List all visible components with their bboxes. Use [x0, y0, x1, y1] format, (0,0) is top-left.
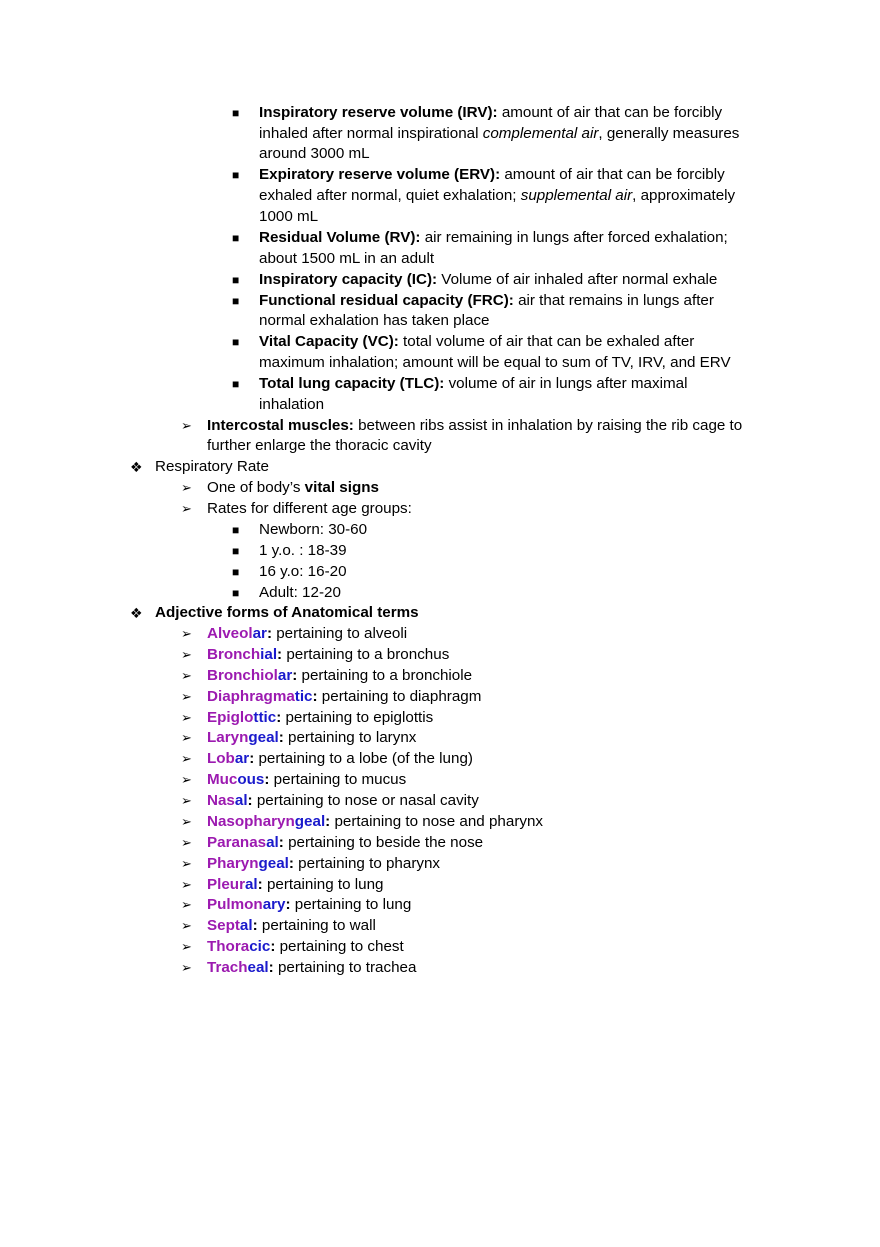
square-bullet-icon: ■ [232, 586, 240, 600]
arrow-bullet-icon: ➢ [181, 689, 192, 704]
adjective-item: Nasal: pertaining to nose or nasal cavity [207, 792, 479, 809]
irv-line-2: inhaled after normal inspirational complemental air, generally measures [259, 125, 740, 142]
adjective-item: Pharyngeal: pertaining to pharynx [207, 855, 441, 872]
respiratory-rate-heading: Respiratory Rate [155, 458, 269, 475]
adjective-item: Laryngeal: pertaining to larynx [207, 729, 417, 746]
intercostal-line-1: Intercostal muscles: between ribs assist in inhalation by raising the rib cage to [207, 417, 743, 434]
diamond-bullet-icon: ❖ [130, 459, 143, 475]
square-bullet-icon: ■ [232, 565, 240, 579]
arrow-bullet-icon: ➢ [181, 418, 192, 433]
rate-item: 16 y.o: 16-20 [259, 563, 347, 580]
arrow-bullet-icon: ➢ [181, 730, 192, 745]
tlc-line-2: inhalation [259, 396, 325, 413]
adjective-item: Thoracic: pertaining to chest [207, 938, 404, 955]
arrow-bullet-icon: ➢ [181, 772, 192, 787]
adjective-item: Mucous: pertaining to mucus [207, 771, 407, 788]
arrow-bullet-icon: ➢ [181, 751, 192, 766]
adjective-item: Tracheal: pertaining to trachea [207, 959, 417, 976]
frc-line-1: Functional residual capacity (FRC): air that remains in lungs after [259, 292, 714, 309]
arrow-bullet-icon: ➢ [181, 960, 192, 975]
square-bullet-icon: ■ [232, 294, 240, 308]
adjective-item: Bronchiolar: pertaining to a bronchiole [207, 667, 473, 684]
square-bullet-icon: ■ [232, 377, 240, 391]
adjective-item: Diaphragmatic: pertaining to diaphragm [207, 688, 482, 705]
square-bullet-icon: ■ [232, 168, 240, 182]
rate-item: 1 y.o. : 18-39 [259, 542, 347, 559]
arrow-bullet-icon: ➢ [181, 918, 192, 933]
irv-line-1: Inspiratory reserve volume (IRV): amount of air that can be forcibly [259, 104, 723, 121]
adjective-item: Lobar: pertaining to a lobe (of the lung) [207, 750, 473, 767]
intercostal-line-2: further enlarge the thoracic cavity [207, 437, 432, 454]
arrow-bullet-icon: ➢ [181, 501, 192, 516]
rates-label: Rates for different age groups: [207, 500, 412, 517]
adjective-item: Bronchial: pertaining to a bronchus [207, 646, 450, 663]
adjective-item: Nasopharyngeal: pertaining to nose and pharynx [207, 813, 544, 830]
square-bullet-icon: ■ [232, 273, 240, 287]
ic-line-1: Inspiratory capacity (IC): Volume of air inhaled after normal exhale [259, 271, 718, 288]
square-bullet-icon: ■ [232, 106, 240, 120]
adjective-item: Epiglottic: pertaining to epiglottis [207, 709, 434, 726]
vital-signs-line: One of body’s vital signs [207, 479, 379, 496]
rate-item: Newborn: 30-60 [259, 521, 368, 538]
arrow-bullet-icon: ➢ [181, 480, 192, 495]
tlc-line-1: Total lung capacity (TLC): volume of air in lungs after maximal [259, 375, 688, 392]
frc-line-2: normal exhalation has taken place [259, 312, 490, 329]
adjective-item: Alveolar: pertaining to alveoli [207, 625, 408, 642]
erv-line-1: Expiratory reserve volume (ERV): amount of air that can be forcibly [259, 166, 725, 183]
arrow-bullet-icon: ➢ [181, 814, 192, 829]
irv-line-3: around 3000 mL [259, 145, 370, 162]
rate-item: Adult: 12-20 [259, 584, 341, 601]
adjective-item: Paranasal: pertaining to beside the nose [207, 834, 484, 851]
arrow-bullet-icon: ➢ [181, 835, 192, 850]
square-bullet-icon: ■ [232, 335, 240, 349]
rv-line-2: about 1500 mL in an adult [259, 250, 435, 267]
vc-line-2: maximum inhalation; amount will be equal to sum of TV, IRV, and ERV [259, 354, 731, 371]
arrow-bullet-icon: ➢ [181, 856, 192, 871]
arrow-bullet-icon: ➢ [181, 897, 192, 912]
arrow-bullet-icon: ➢ [181, 626, 192, 641]
erv-line-2: exhaled after normal, quiet exhalation; supplemental air, approximately [259, 187, 736, 204]
square-bullet-icon: ■ [232, 544, 240, 558]
arrow-bullet-icon: ➢ [181, 710, 192, 725]
square-bullet-icon: ■ [232, 523, 240, 537]
rv-line-1: Residual Volume (RV): air remaining in lungs after forced exhalation; [259, 229, 728, 246]
adjective-item: Pulmonary: pertaining to lung [207, 896, 412, 913]
arrow-bullet-icon: ➢ [181, 939, 192, 954]
arrow-bullet-icon: ➢ [181, 647, 192, 662]
arrow-bullet-icon: ➢ [181, 793, 192, 808]
adjective-item: Pleural: pertaining to lung [207, 876, 384, 893]
arrow-bullet-icon: ➢ [181, 668, 192, 683]
erv-line-3: 1000 mL [259, 208, 319, 225]
adjective-item: Septal: pertaining to wall [207, 917, 376, 934]
square-bullet-icon: ■ [232, 231, 240, 245]
adjectives-heading: Adjective forms of Anatomical terms [155, 604, 419, 621]
vc-line-1: Vital Capacity (VC): total volume of air that can be exhaled after [259, 333, 695, 350]
arrow-bullet-icon: ➢ [181, 877, 192, 892]
diamond-bullet-icon: ❖ [130, 605, 143, 621]
